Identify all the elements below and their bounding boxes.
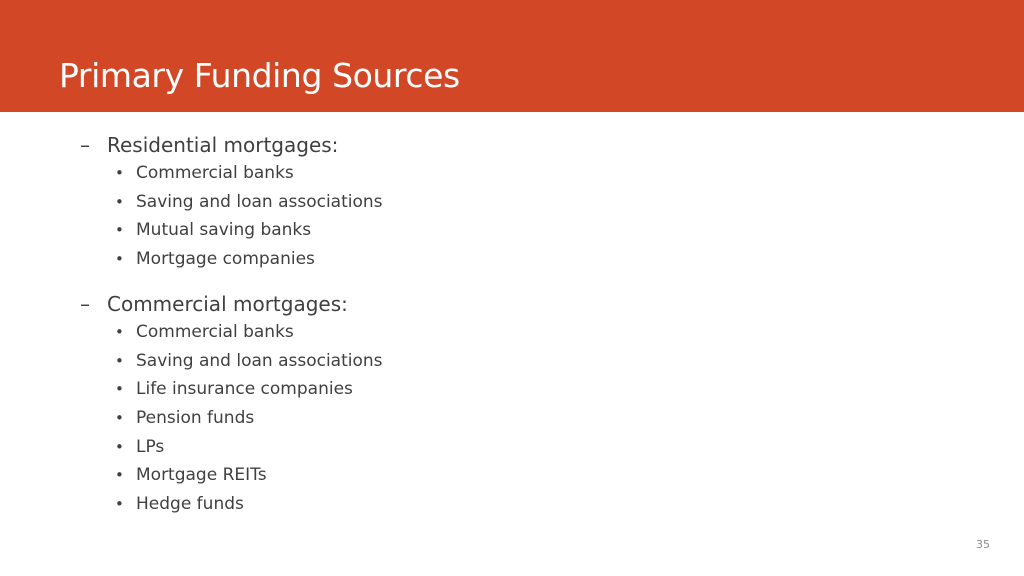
dash-marker: – xyxy=(80,292,90,316)
list-item-text: Hedge funds xyxy=(136,494,244,515)
list-item-text: Mortgage companies xyxy=(136,249,315,270)
slide-title: Primary Funding Sources xyxy=(59,56,460,95)
bullet-marker: • xyxy=(115,221,124,240)
bullet-marker: • xyxy=(115,466,124,485)
bullet-marker: • xyxy=(115,192,124,211)
bullet-marker: • xyxy=(115,351,124,370)
dash-marker: – xyxy=(80,133,90,157)
list-item-text: Commercial banks xyxy=(136,322,294,342)
list-item-text: Mortgage REITs xyxy=(136,465,267,486)
bullet-marker: • xyxy=(115,323,124,341)
list-item-text: Saving and loan associations xyxy=(136,350,383,371)
bullet-marker: • xyxy=(115,495,124,514)
list-item-text: Saving and loan associations xyxy=(136,191,383,212)
list-item-text: Life insurance companies xyxy=(136,379,353,400)
bullet-marker: • xyxy=(115,380,124,399)
slide-number: 35 xyxy=(976,538,990,551)
bullet-marker: • xyxy=(115,164,124,182)
section-heading-text: Commercial mortgages: xyxy=(107,292,348,316)
bullet-marker: • xyxy=(115,437,124,456)
bullet-marker: • xyxy=(115,409,124,428)
list-item-text: LPs xyxy=(136,436,165,457)
section-heading-text: Residential mortgages: xyxy=(107,133,339,157)
list-item-text: Pension funds xyxy=(136,408,255,429)
bullet-marker: • xyxy=(115,250,124,269)
list-item-text: Mutual saving banks xyxy=(136,220,312,241)
list-item-text: Commercial banks xyxy=(136,163,294,183)
